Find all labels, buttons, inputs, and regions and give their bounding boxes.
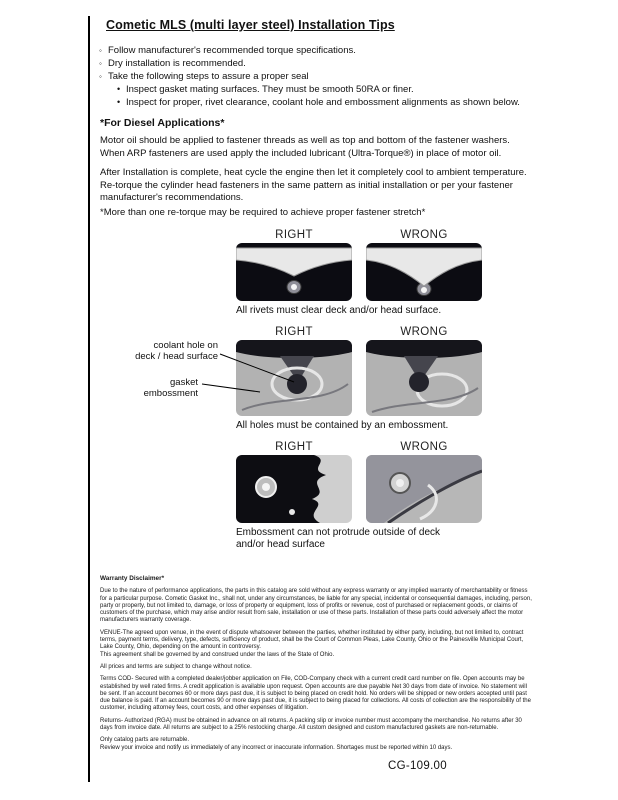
bullet-text: Dry installation is recommended. xyxy=(108,58,246,69)
bullet-list xyxy=(99,44,559,109)
bullet-text: Inspect for proper, rivet clearance, coolant hole and embossment alignments as shown below. xyxy=(126,97,520,108)
warranty-disclaimer-section xyxy=(100,575,532,757)
paragraph-line: Motor oil should be applied to fastener threads as well as top and bottom of the fastener washers. xyxy=(100,135,510,146)
figure1-labels xyxy=(236,229,482,241)
right-label: RIGHT xyxy=(275,441,313,453)
returns-paragraph: Returns- Authorized (RGA) must be obtained in advance on all returns. A packing slip or invoice number must accompany the merchandise. No returns after 30 days from invoice date. All returns are subject to a 25% restocking charge. All custom designed and custom manufactured gaskets are non-returnable. xyxy=(100,717,522,732)
right-label: RIGHT xyxy=(275,229,313,241)
bullet-text: Inspect gasket mating surfaces. They must be smooth 50RA or finer. xyxy=(126,84,414,95)
diesel-paragraph-1 xyxy=(100,135,532,160)
caption-line: and/or head surface xyxy=(236,539,325,550)
figure3-panels xyxy=(236,455,482,523)
venue-paragraph xyxy=(100,630,532,659)
page-left-border xyxy=(88,16,90,782)
filled-bullet-icon: • xyxy=(117,97,121,107)
terms-paragraph: Terms COD- Secured with a completed dealer/jobber application on File, COD-Company check with a current credit card number on file. Open accounts may be established by well rated firms. A credit application is available upon request. Open accounts are due payable Net 30 days from date of invoice. No statement will be sent. If an account becomes 60 or more days past due, it is subject to being placed on credit hold. No orders will be shipped or new orders accepted until past due balance is paid. If an account becomes 90 or more days past due, it is subject to being placed for collections. All costs of collection are the responsibility of the customer, including attorney fees, court costs, and other expenses of litigation. xyxy=(100,676,531,712)
hollow-bullet-icon: ◦ xyxy=(99,46,102,55)
wrong-label: WRONG xyxy=(400,441,448,453)
prices-paragraph: All prices and terms are subject to change without notice. xyxy=(100,663,252,670)
review-invoice-line: Review your invoice and notify us immediately of any incorrect or inaccurate information. Shortages must be reported within 10 days. xyxy=(100,744,453,751)
figure3-caption xyxy=(236,527,482,551)
embossment-protrusion-right-graphic xyxy=(236,455,352,523)
caption-line: Embossment can not protrude outside of deck xyxy=(236,527,441,538)
bullet-text: Follow manufacturer's recommended torque specifications. xyxy=(108,45,356,56)
bullet-item xyxy=(99,70,559,83)
diesel-paragraph-2: After Installation is complete, heat cycle the engine then let it completely cool to ambient temperature. Re-torque the cylinder head fasteners in the same pattern as initial installation or per your fastener manufacturer's recommendations. xyxy=(100,167,527,203)
catalog-page-code: CG-109.00 xyxy=(388,760,447,772)
annotation-leader-lines xyxy=(118,338,308,402)
figure1-caption: All rivets must clear deck and/or head surface. xyxy=(236,305,442,316)
embossment-protrusion-wrong-graphic xyxy=(366,455,482,523)
warranty-paragraph: Due to the nature of performance applications, the parts in this catalog are sold without any express warranty or any implied warranty of merchantability or fitness for a particular purpose. Cometic Gasket Inc., shall not, under any circumstances, be liable for any special, incidental or consequential damages, including, person, party or property, but not limited to, damage, or loss of property or equipment, loss of profits or revenue, cost of purchased or replacement goods, or claims of customers of the purchase, which may arise and/or result from sale, installation or use of these parts. Installation of these parts could adversely affect the motor manufacturers warranty coverage. xyxy=(100,588,532,624)
sub-bullet-item xyxy=(117,83,559,96)
annotation-line: deck / head surface xyxy=(135,351,218,362)
hole-embossment-wrong-graphic xyxy=(366,340,482,416)
wrong-label: WRONG xyxy=(400,326,448,338)
bullet-item xyxy=(99,44,559,57)
retorque-note: *More than one re-torque may be required to achieve proper fastener stretch* xyxy=(100,207,426,218)
rivet-clearance-wrong-graphic xyxy=(366,243,482,301)
bullet-item xyxy=(99,57,559,70)
annotation-line: coolant hole on xyxy=(153,340,218,351)
page-title: Cometic MLS (multi layer steel) Installation Tips xyxy=(106,18,395,32)
diesel-applications-heading: *For Diesel Applications* xyxy=(100,117,225,129)
rivet-clearance-right-graphic xyxy=(236,243,352,301)
hollow-bullet-icon: ◦ xyxy=(99,72,102,81)
figure1-panels xyxy=(236,243,482,301)
figure2-labels xyxy=(236,326,482,338)
venue-governing-law: This agreement shall be governed by and construed under the laws of the State of Ohio. xyxy=(100,651,335,658)
figure2-caption: All holes must be contained by an embossment. xyxy=(236,420,449,431)
warranty-heading: Warranty Disclaimer* xyxy=(100,575,165,582)
closing-paragraph xyxy=(100,737,532,752)
right-label: RIGHT xyxy=(275,326,313,338)
paragraph-line: When ARP fasteners are used apply the included lubricant (Ultra-Torque®) in place of motor oil. xyxy=(100,147,502,159)
figure3-labels xyxy=(236,441,482,453)
only-catalog-line: Only catalog parts are returnable. xyxy=(100,737,190,744)
sub-bullet-item xyxy=(117,96,559,109)
filled-bullet-icon: • xyxy=(117,84,121,94)
bullet-text: Take the following steps to assure a proper seal xyxy=(108,71,309,82)
wrong-label: WRONG xyxy=(400,229,448,241)
hollow-bullet-icon: ◦ xyxy=(99,59,102,68)
venue-text: VENUE-The agreed upon venue, in the event of dispute whatsoever between the parties, whether instituted by either party, including, but not limited to, contract terms, payment terms, delivery, type, defects, sufficiency of product, shall be the Court of Common Pleas, Lake County, Ohio or the Painesville Municipal Court, Lake County, Ohio, depending on the amount in controversy. xyxy=(100,629,524,651)
gasket-embossment-annotation: gasket embossment xyxy=(143,377,198,399)
